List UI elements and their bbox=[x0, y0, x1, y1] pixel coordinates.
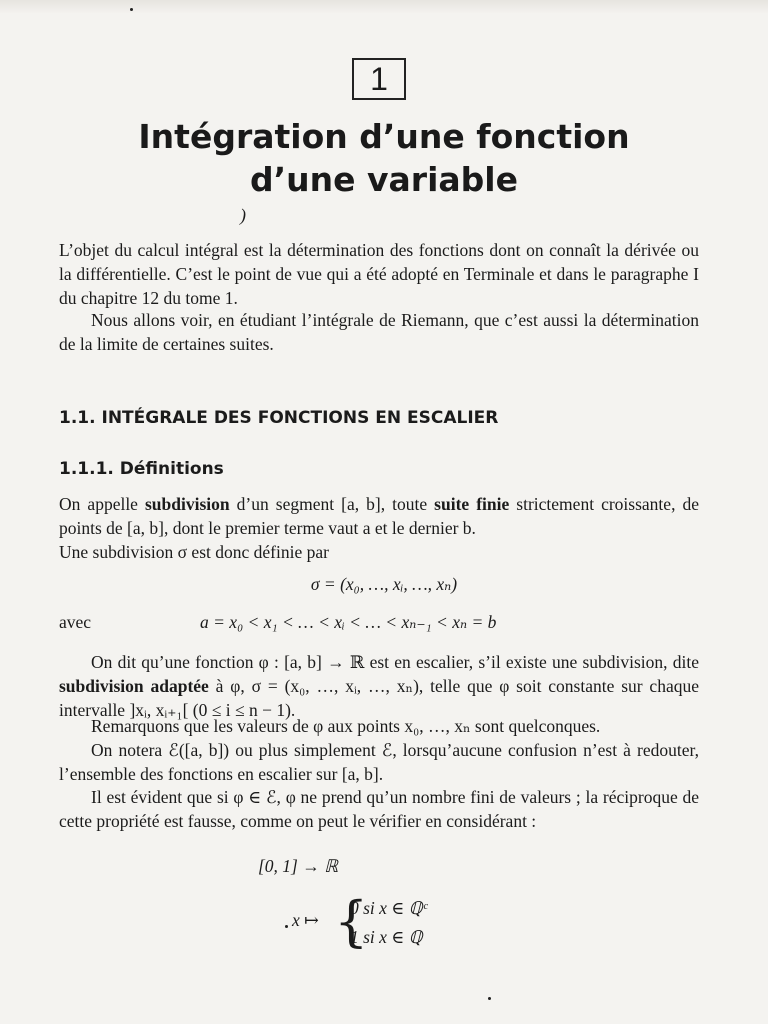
chapter-title-line1: Intégration d’une fonction bbox=[138, 117, 630, 156]
section-heading: 1.1. INTÉGRALE DES FONCTIONS EN ESCALIER bbox=[59, 408, 499, 428]
chapter-title-line2: d’une variable bbox=[250, 160, 518, 199]
step-function-definition bbox=[59, 650, 699, 722]
scan-speck bbox=[130, 8, 133, 11]
subdivision-intro: Une subdivision σ est donc définie par bbox=[59, 542, 329, 562]
case-rational: 1 si x ∈ ℚ bbox=[350, 927, 423, 947]
step-text-1: On dit qu’une fonction φ : [a, b] → ℝ est en escalier, s’il existe une subdivision, dite bbox=[91, 652, 699, 672]
def-term-subdivision: subdivision bbox=[145, 494, 230, 514]
intro-paragraph-1: L’objet du calcul intégral est la détermination des fonctions dont on connaît la dérivée ou la différentielle. C’est le point de vue qui a été adopté en Terminale et dans le paragraphe I du chapitre 12 du tome 1. bbox=[59, 240, 699, 308]
def-term-suite-finie: suite finie bbox=[434, 494, 510, 514]
def-term-subdivision-adaptee: subdivision adaptée bbox=[59, 676, 209, 696]
scan-edge bbox=[0, 0, 768, 14]
equation-chain: a = x₀ < x₁ < … < xᵢ < … < xₙ₋₁ < xₙ = b bbox=[200, 612, 497, 632]
remark-values: Remarquons que les valeurs de φ aux points x₀, …, xₙ sont quelconques. bbox=[91, 716, 601, 736]
equation-sigma: σ = (x₀, …, xᵢ, …, xₙ) bbox=[310, 574, 458, 594]
notation-paragraph: On notera ℰ([a, b]) ou plus simplement ℰ, lorsqu’aucune confusion n’est à redouter, l’ensemble des fonctions en escalier sur [a, b]. bbox=[59, 740, 699, 784]
avec-label: avec bbox=[59, 612, 92, 632]
stray-mark: ) bbox=[240, 205, 246, 225]
equation-mapsto: x ↦ bbox=[292, 910, 319, 930]
subsection-heading: 1.1.1. Définitions bbox=[59, 459, 224, 479]
case-irrational: 0 si x ∈ ℚᶜ bbox=[350, 898, 428, 918]
converse-paragraph: Il est évident que si φ ∈ ℰ, φ ne prend qu’un nombre fini de valeurs ; la réciproque de cette propriété est fausse, comme on peut le vérifier en considérant : bbox=[59, 787, 699, 831]
definition-paragraph-subdivision bbox=[59, 492, 699, 540]
equation-domain: [0, 1] → ℝ bbox=[258, 856, 338, 876]
def-text-3: strictement croissante, de points de [a, b], dont le premier terme vaut a et le dernier b. bbox=[59, 494, 699, 538]
step-text-2: à φ, σ = (x₀, …, xᵢ, …, xₙ), telle que φ soit constante sur chaque intervalle ]xᵢ, xᵢ₊₁[ (0 ≤ i ≤ n − 1). bbox=[59, 676, 699, 720]
scan-speck bbox=[488, 997, 491, 1000]
cases-brace: { bbox=[334, 890, 369, 953]
scan-speck bbox=[285, 925, 288, 928]
chapter-number-box: 1 bbox=[352, 58, 406, 100]
def-text-1: On appelle bbox=[59, 494, 145, 514]
intro-paragraph-2: Nous allons voir, en étudiant l’intégrale de Riemann, que c’est aussi la détermination de la limite de certaines suites. bbox=[59, 310, 699, 354]
def-text-2: d’un segment [a, b], toute bbox=[229, 494, 435, 514]
